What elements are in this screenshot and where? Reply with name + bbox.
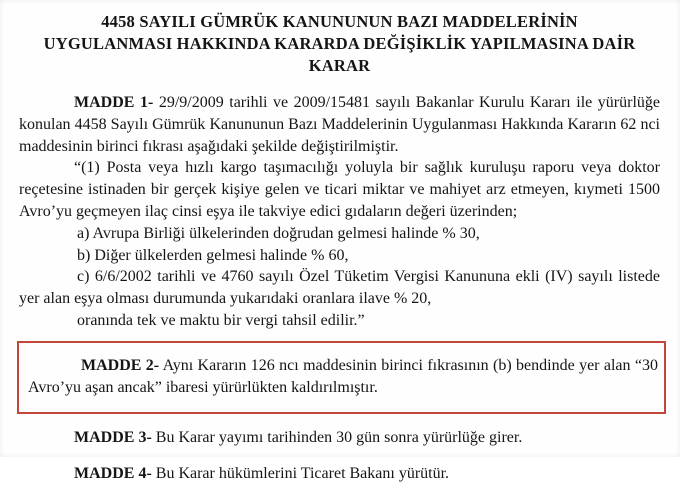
article-madde-4-text: Bu Karar hükümlerini Ticaret Bakanı yürütür. (155, 465, 450, 483)
article-madde-4-label: MADDE 4- (74, 465, 152, 483)
list-item-b: b) Diğer ülkelerden gelmesi halinde % 60, (77, 246, 349, 264)
article-madde-1-text: 29/9/2009 tarihli ve 2009/15481 sayılı Bakanlar Kurulu Kararı ile yürürlüğe konulan 4458 Sayılı Gümrük Kanununun Bazı Maddelerinin Uygulanması Hakkında Kararın 62 nci maddesinin birinci fıkrası aşağıdaki şekilde değiştirilmiştir. (19, 94, 661, 155)
article-madde-3 (19, 427, 660, 449)
article-madde-2-label: MADDE 2- (81, 356, 160, 374)
list-item-c: c) 6/6/2002 tarihli ve 4760 sayılı Özel Tüketim Vergisi Kanununa ekli (IV) sayılı listede yer alan eşya olması durumunda yukarıdaki oranlara ilave % 20, (19, 268, 660, 308)
list-item-a: a) Avrupa Birliği ülkelerinden doğrudan gelmesi halinde % 30, (77, 224, 480, 242)
article-madde-3-label: MADDE 3- (74, 429, 152, 447)
document-title (19, 11, 660, 77)
quoted-paragraph-1: “(1) Posta veya hızlı kargo taşımacılığı yoluyla bir sağlık kuruluşu raporu veya doktor reçetesine istinaden bir gerçek kişiye gelen ve ticari miktar ve mahiyet arz etmeyen, kıymeti 1500 Avro’yu geçmeyen ilaç cinsi eşya ile takviye edici gıdaların değeri üzerinden; (19, 159, 660, 220)
article-madde-1 (19, 92, 660, 157)
closing-line: oranında tek ve maktu bir vergi tahsil edilir.” (77, 311, 365, 329)
highlight-box (17, 341, 666, 415)
article-madde-2 (28, 355, 658, 399)
document-title-line-2: UYGULANMASI HAKKINDA KARARDA DEĞİŞİKLİK YAPILMASINA DAİR (43, 34, 636, 53)
document-title-line-1: 4458 SAYILI GÜMRÜK KANUNUNUN BAZI MADDELERİNİN (101, 12, 578, 31)
document-title-line-3: KARAR (308, 56, 371, 75)
article-madde-3-text: Bu Karar yayımı tarihinden 30 gün sonra yürürlüğe girer. (155, 429, 523, 447)
article-madde-4 (19, 463, 660, 485)
article-madde-1-label: MADDE 1- (74, 94, 154, 111)
article-madde-2-text: Aynı Kararın 126 ncı maddesinin birinci fıkrasının (b) bendinde yer alan “30 Avro’yu aşan ancak” ibaresi yürürlükten kaldırılmıştır. (28, 356, 658, 396)
